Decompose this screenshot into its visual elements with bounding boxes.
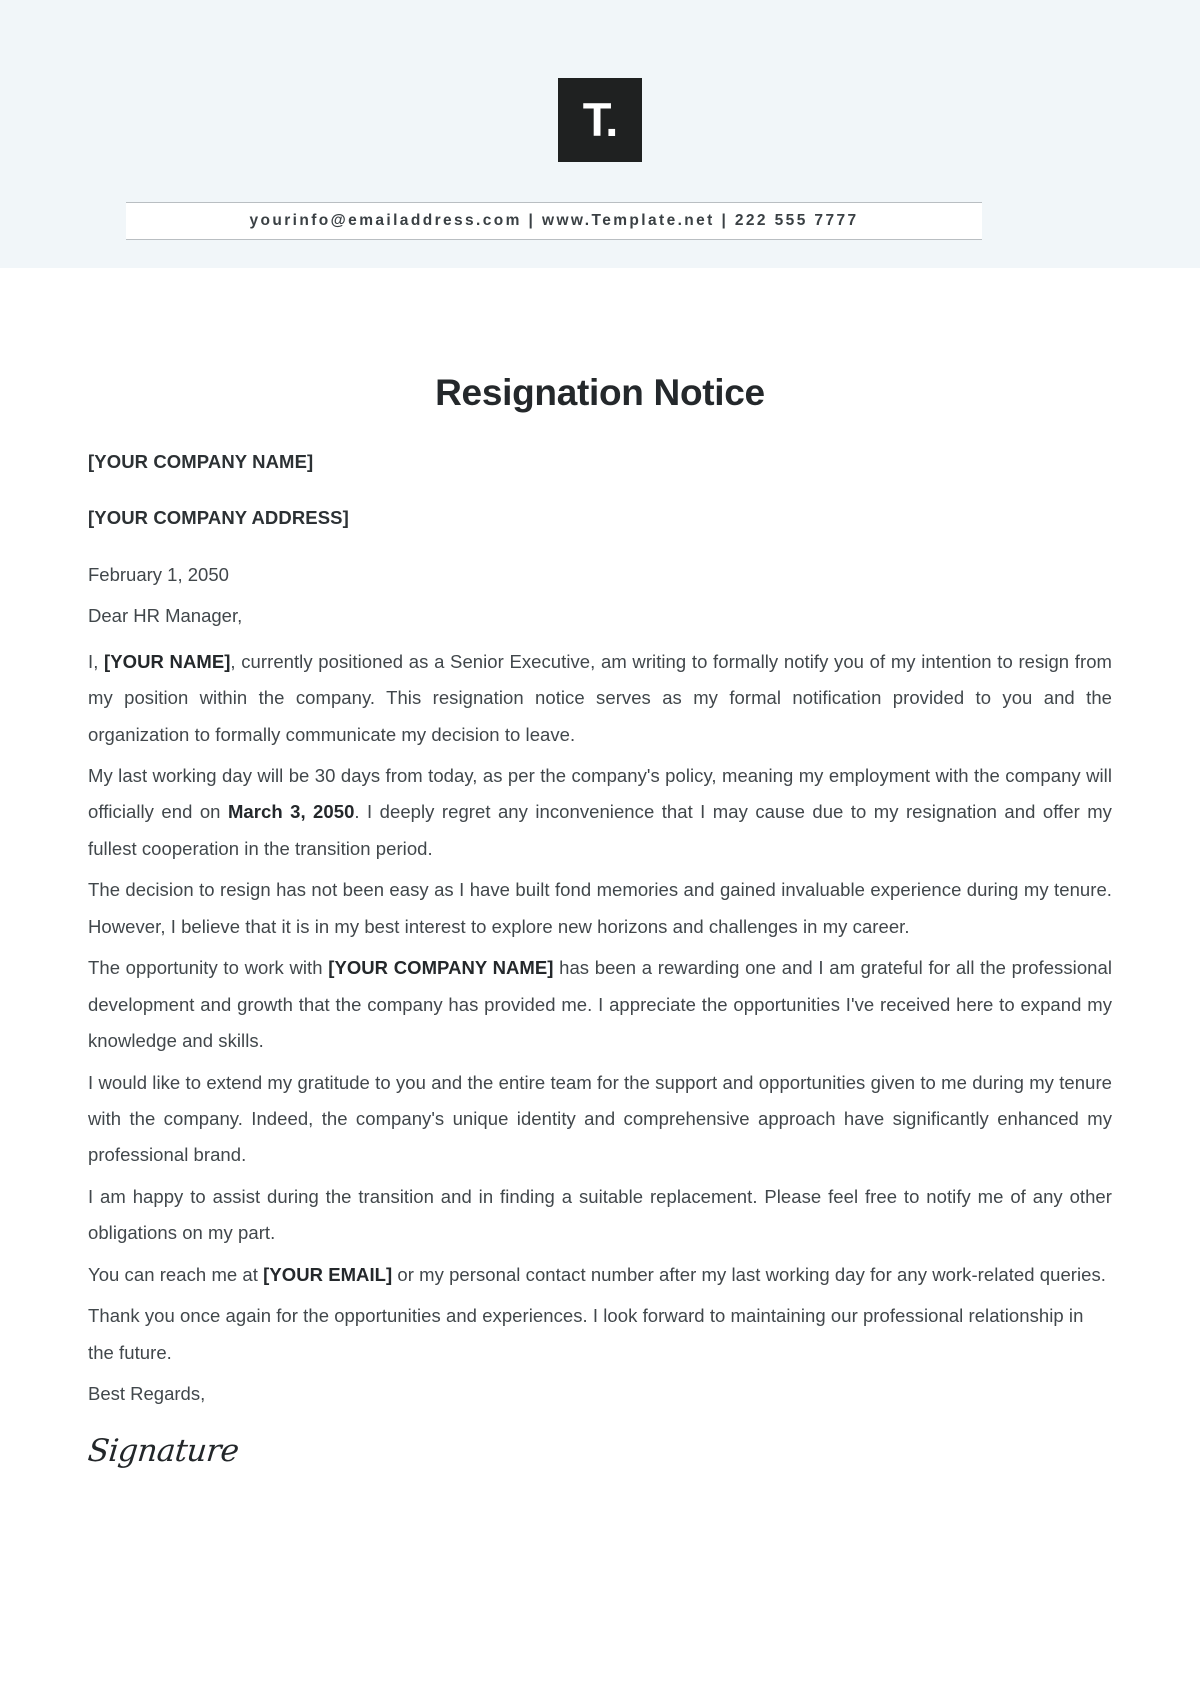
paragraph-text: I, [88, 650, 105, 672]
recipient-block [88, 450, 1112, 530]
paragraph-text: The opportunity to work with [88, 957, 329, 979]
body-paragraph [88, 872, 1112, 945]
body-paragraph [88, 1179, 1112, 1252]
emphasis-text: [YOUR EMAIL] [263, 1263, 393, 1285]
paragraph-text: I would like to extend my gratitude to you and the entire team for the support and opportunities given to me during my tenure with the company. Indeed, the company's unique identity and comprehensive approach have significantly enhanced my professional brand. [88, 1071, 1112, 1166]
paragraph-text: I am happy to assist during the transition and in finding a suitable replacement. Please feel free to notify me of any other obligations on my part. [88, 1185, 1112, 1244]
body-paragraph [88, 1298, 1112, 1371]
company-address-line: [YOUR COMPANY ADDRESS] [88, 507, 349, 529]
body-paragraph [88, 950, 1112, 1059]
page-header-band [0, 0, 1200, 268]
body-paragraph [88, 1065, 1112, 1174]
paragraph-text: My last working day will be 30 days from today, as per the company's policy, meaning my employment with the company will officially end on [88, 765, 1112, 823]
letter-date: February 1, 2050 [88, 564, 229, 586]
contact-bar [126, 202, 982, 240]
paragraph-text: . I deeply regret any inconvenience that I may cause due to my resignation and offer my fullest cooperation in the transition period. [88, 801, 1112, 859]
logo-letter: T. [582, 92, 618, 146]
emphasis-text: [YOUR COMPANY NAME] [328, 957, 554, 979]
paragraph-text: , currently positioned as a Senior Executive, am writing to formally notify you of my intention to resign from my position within the company. This resignation notice serves as my formal notification provided to you and the organization to formally communicate my decision to leave. [88, 650, 1112, 745]
letter-body [88, 644, 1112, 1371]
paragraph-text: Thank you once again for the opportunities and experiences. I look forward to maintaining our professional relationship in the future. [88, 1305, 1084, 1363]
paragraph-text: The decision to resign has not been easy as I have built fond memories and gained invaluable experience during my tenure. However, I believe that it is in my best interest to explore new horizons and challenges in my career. [88, 879, 1112, 937]
signature-block [86, 1412, 1112, 1470]
template-logo-icon [558, 78, 642, 162]
paragraph-text: or my personal contact number after my last working day for any work-related queries. [392, 1263, 1106, 1285]
body-paragraph [88, 644, 1112, 753]
contact-info-text: yourinfo@emailaddress.com | www.Template.net | 222 555 7777 [249, 212, 859, 229]
document-sheet [0, 268, 1200, 1470]
emphasis-text: [YOUR NAME] [104, 650, 231, 672]
logo-container [0, 78, 1200, 162]
paragraph-text: has been a rewarding one and I am grateful for all the professional development and growth that the company has provided me. I appreciate the opportunities I've received here to expand my knowledge and skills. [88, 957, 1112, 1052]
body-paragraph [88, 758, 1112, 867]
signature-text: Signature [86, 1433, 241, 1470]
body-paragraph [88, 1257, 1112, 1293]
closing-line: Best Regards, [88, 1383, 206, 1405]
company-name-line: [YOUR COMPANY NAME] [88, 451, 314, 472]
emphasis-text: March 3, 2050 [227, 801, 355, 823]
page-title: Resignation Notice [435, 372, 765, 413]
paragraph-text: You can reach me at [88, 1263, 264, 1285]
salutation: Dear HR Manager, [88, 604, 243, 626]
